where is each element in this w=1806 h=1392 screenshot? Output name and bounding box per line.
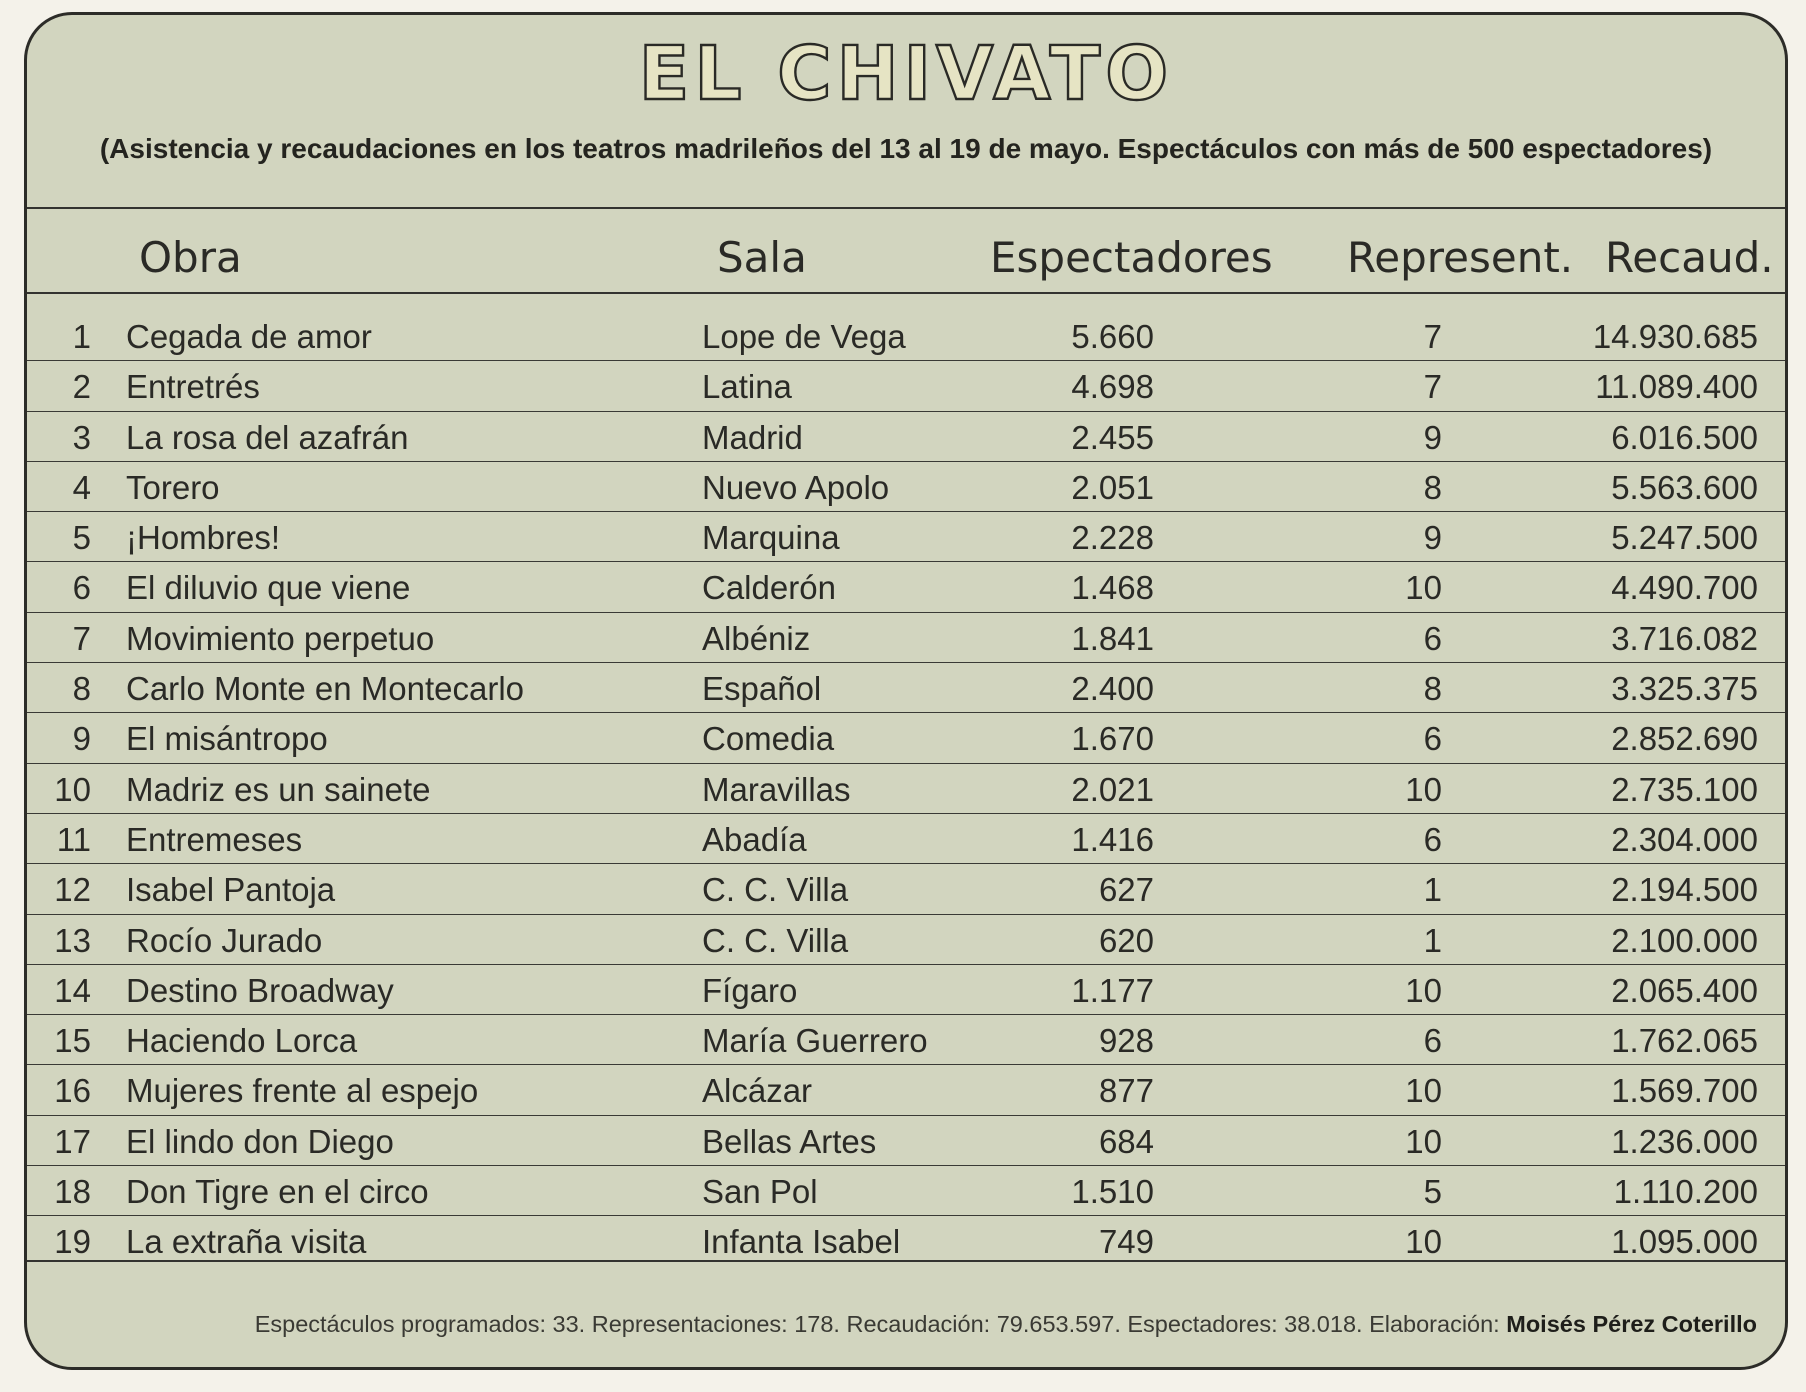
table-row — [27, 361, 1785, 411]
row-rank: 13 — [54, 921, 91, 959]
row-represent: 10 — [1405, 1223, 1442, 1261]
row-obra: El lindo don Diego — [126, 1122, 394, 1160]
table-bottom-rule — [27, 1260, 1785, 1262]
row-rank: 18 — [54, 1173, 91, 1211]
table-row — [27, 1166, 1785, 1216]
row-represent: 6 — [1423, 720, 1442, 758]
row-rank: 10 — [54, 770, 91, 808]
row-represent: 10 — [1405, 1122, 1442, 1160]
chivato-table-card — [24, 12, 1788, 1370]
row-espectadores: 1.416 — [1071, 820, 1154, 858]
footer-summary-text: Espectáculos programados: 33. Representaciones: 178. Recaudación: 79.653.597. Espectadores: 38.018. Elaboración: — [254, 1311, 1500, 1337]
row-obra: ¡Hombres! — [126, 519, 281, 557]
row-obra: Isabel Pantoja — [126, 871, 336, 909]
row-sala: C. C. Villa — [702, 921, 849, 959]
row-espectadores: 2.455 — [1071, 418, 1154, 456]
row-sala: Bellas Artes — [702, 1122, 877, 1160]
row-espectadores: 1.177 — [1071, 971, 1154, 1009]
row-espectadores: 1.468 — [1071, 569, 1154, 607]
row-obra: La rosa del azafrán — [126, 418, 409, 456]
row-obra: Mujeres frente al espejo — [126, 1072, 479, 1110]
row-rank: 19 — [54, 1223, 91, 1261]
row-represent: 8 — [1423, 468, 1442, 506]
table-row — [27, 1116, 1785, 1166]
row-recaud: 3.716.082 — [1611, 619, 1758, 657]
row-obra: Torero — [126, 468, 220, 506]
row-espectadores: 2.400 — [1071, 670, 1154, 708]
row-represent: 10 — [1405, 569, 1442, 607]
row-rank: 1 — [72, 318, 91, 355]
row-represent: 6 — [1423, 820, 1442, 858]
row-obra: Cegada de amor — [126, 318, 372, 355]
row-sala: Calderón — [702, 569, 836, 607]
row-rank: 15 — [54, 1022, 91, 1060]
row-espectadores: 5.660 — [1071, 318, 1154, 355]
table-row — [27, 1065, 1785, 1115]
row-rank: 6 — [72, 569, 91, 607]
row-recaud: 2.100.000 — [1611, 921, 1758, 959]
row-represent: 1 — [1423, 921, 1442, 959]
row-sala: Nuevo Apolo — [702, 468, 890, 506]
row-obra: El diluvio que viene — [126, 569, 411, 607]
row-obra: Madriz es un sainete — [126, 770, 431, 808]
table-row — [27, 663, 1785, 713]
column-header-obra: Obra — [139, 233, 242, 282]
page-title: EL CHIVATO — [638, 31, 1174, 117]
page-subtitle: (Asistencia y recaudaciones en los teatros madrileños del 13 al 19 de mayo. Espectáculos con más de 500 espectadores) — [99, 133, 1713, 164]
row-rank: 8 — [72, 670, 91, 708]
row-represent: 10 — [1405, 770, 1442, 808]
row-represent: 7 — [1423, 368, 1442, 406]
row-espectadores: 684 — [1098, 1122, 1154, 1160]
row-espectadores: 2.228 — [1071, 519, 1154, 557]
row-recaud: 2.852.690 — [1611, 720, 1758, 758]
header-bottom-rule — [27, 292, 1785, 294]
row-obra: El misántropo — [126, 720, 328, 758]
row-espectadores: 928 — [1098, 1022, 1154, 1060]
row-rank: 14 — [54, 971, 91, 1009]
row-rank: 5 — [72, 519, 91, 557]
row-espectadores: 877 — [1098, 1072, 1154, 1110]
row-recaud: 5.563.600 — [1611, 468, 1758, 506]
row-rank: 12 — [54, 871, 91, 909]
column-header-sala: Sala — [717, 233, 807, 282]
row-obra: Movimiento perpetuo — [126, 619, 435, 657]
row-espectadores: 1.510 — [1071, 1173, 1154, 1211]
row-recaud: 1.569.700 — [1611, 1072, 1758, 1110]
row-sala: San Pol — [702, 1173, 818, 1211]
row-represent: 7 — [1423, 318, 1442, 355]
row-sala: María Guerrero — [702, 1022, 928, 1060]
footer-author: Moisés Pérez Coterillo — [1506, 1311, 1757, 1337]
row-espectadores: 4.698 — [1071, 368, 1154, 406]
table-row — [27, 613, 1785, 663]
row-recaud: 1.762.065 — [1611, 1022, 1758, 1060]
row-recaud: 1.236.000 — [1611, 1122, 1758, 1160]
column-header-recaud: Recaud. — [1605, 233, 1774, 282]
table-row — [27, 1015, 1785, 1065]
row-recaud: 2.065.400 — [1611, 971, 1758, 1009]
row-rank: 2 — [72, 368, 91, 406]
footer-summary — [55, 1313, 1757, 1337]
table-row — [27, 562, 1785, 612]
row-represent: 8 — [1423, 670, 1442, 708]
table-row — [27, 311, 1785, 361]
row-obra: Destino Broadway — [126, 971, 394, 1009]
row-obra: Entretrés — [126, 368, 260, 406]
row-espectadores: 1.841 — [1071, 619, 1154, 657]
row-rank: 4 — [72, 468, 91, 506]
row-sala: Alcázar — [702, 1072, 813, 1110]
row-rank: 3 — [72, 418, 91, 456]
row-rank: 7 — [72, 619, 91, 657]
table-row — [27, 764, 1785, 814]
row-sala: Español — [702, 670, 822, 708]
row-represent: 6 — [1423, 1022, 1442, 1060]
row-espectadores: 620 — [1098, 921, 1154, 959]
row-rank: 11 — [56, 820, 91, 858]
row-rank: 17 — [54, 1122, 91, 1160]
table-row — [27, 713, 1785, 763]
row-sala: Fígaro — [702, 971, 798, 1009]
row-recaud: 1.095.000 — [1611, 1223, 1758, 1261]
row-recaud: 6.016.500 — [1611, 418, 1758, 456]
row-recaud: 11.089.400 — [1595, 368, 1758, 406]
table-row — [27, 965, 1785, 1015]
row-represent: 9 — [1423, 519, 1442, 557]
table-row — [27, 864, 1785, 914]
row-sala: Comedia — [702, 720, 835, 758]
row-recaud: 2.735.100 — [1611, 770, 1758, 808]
row-recaud: 2.194.500 — [1611, 871, 1758, 909]
row-sala: Marquina — [702, 519, 840, 557]
row-represent: 10 — [1405, 971, 1442, 1009]
row-espectadores: 627 — [1098, 871, 1154, 909]
table-row — [27, 814, 1785, 864]
table-row — [27, 512, 1785, 562]
table-row — [27, 462, 1785, 512]
row-obra: Haciendo Lorca — [126, 1022, 358, 1060]
column-header-represent: Represent. — [1347, 233, 1574, 282]
table-row — [27, 915, 1785, 965]
row-obra: Entremeses — [126, 820, 303, 858]
row-rank: 9 — [72, 720, 91, 758]
row-recaud: 14.930.685 — [1592, 318, 1758, 355]
row-sala: C. C. Villa — [702, 871, 849, 909]
row-obra: Rocío Jurado — [126, 921, 323, 959]
row-recaud: 1.110.200 — [1613, 1173, 1758, 1211]
row-sala: Madrid — [702, 418, 803, 456]
row-recaud: 3.325.375 — [1611, 670, 1758, 708]
row-espectadores: 2.021 — [1071, 770, 1154, 808]
row-obra: Don Tigre en el circo — [126, 1173, 429, 1211]
row-represent: 6 — [1423, 619, 1442, 657]
row-represent: 10 — [1405, 1072, 1442, 1110]
row-rank: 16 — [54, 1072, 91, 1110]
row-sala: Albéniz — [702, 619, 811, 657]
row-sala: Abadía — [702, 820, 807, 858]
row-represent: 5 — [1423, 1173, 1442, 1211]
table-body — [27, 311, 1785, 1267]
row-represent: 9 — [1423, 418, 1442, 456]
row-sala: Maravillas — [702, 770, 851, 808]
row-espectadores: 749 — [1098, 1223, 1154, 1261]
column-header-espectadores: Espectadores — [990, 233, 1273, 282]
row-sala: Lope de Vega — [702, 318, 906, 355]
row-recaud: 4.490.700 — [1611, 569, 1758, 607]
row-espectadores: 1.670 — [1071, 720, 1154, 758]
row-espectadores: 2.051 — [1071, 468, 1154, 506]
row-recaud: 5.247.500 — [1611, 519, 1758, 557]
row-recaud: 2.304.000 — [1611, 820, 1758, 858]
header-top-rule — [27, 207, 1785, 209]
row-represent: 1 — [1423, 871, 1442, 909]
row-obra: La extraña visita — [126, 1223, 367, 1261]
row-obra: Carlo Monte en Montecarlo — [126, 670, 525, 708]
row-sala: Infanta Isabel — [702, 1223, 901, 1261]
row-sala: Latina — [702, 368, 792, 406]
table-row — [27, 412, 1785, 462]
